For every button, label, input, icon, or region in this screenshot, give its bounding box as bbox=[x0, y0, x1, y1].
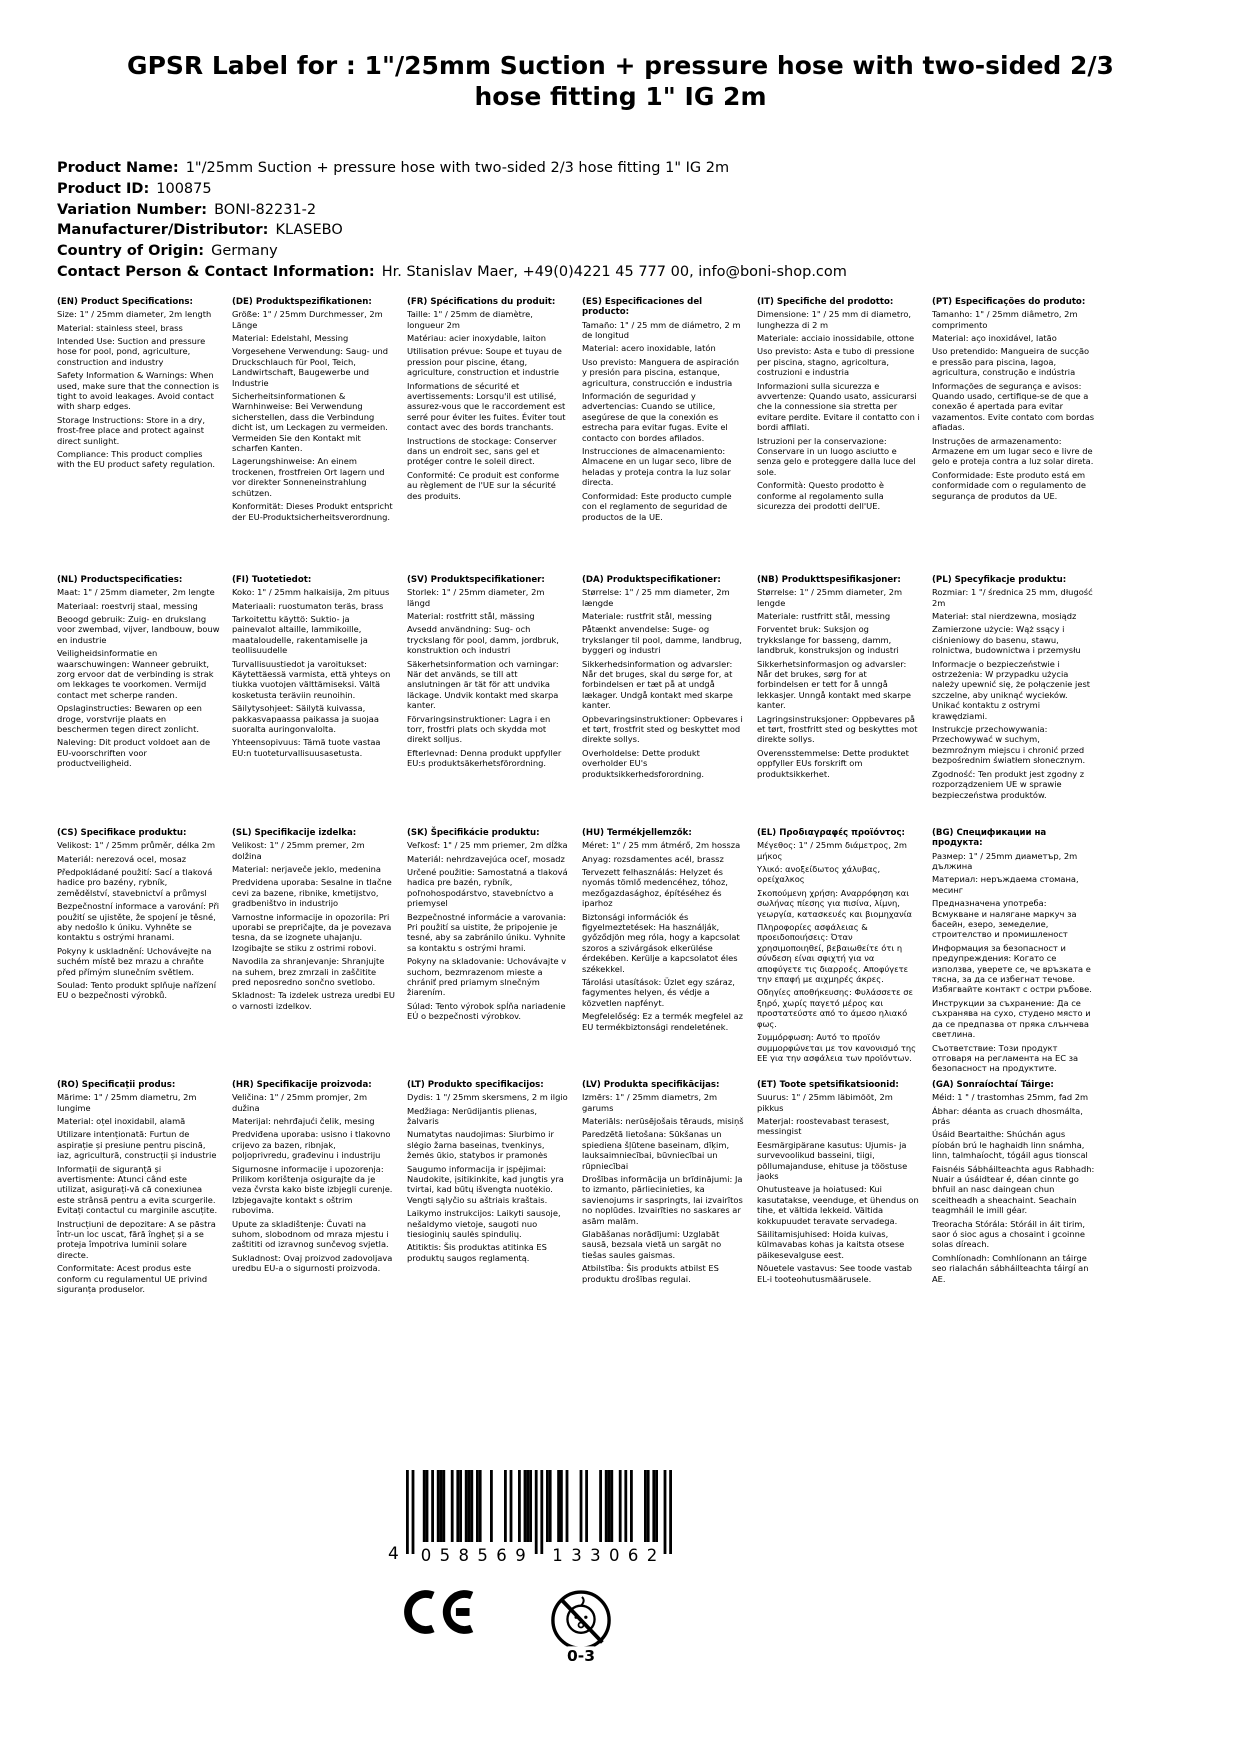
language-spec-block bbox=[932, 1080, 1095, 1298]
spec-paragraph: Opslaginstructies: Bewaren op een droge, vorstvrije plaats en beschermen tegen direct zonlicht. bbox=[57, 703, 202, 735]
language-spec-block bbox=[57, 1080, 220, 1298]
spec-paragraph: Materiale: rustfritt stål, messing bbox=[757, 611, 891, 621]
product-field-label: Country of Origin: bbox=[57, 243, 205, 260]
spec-paragraph: Materiale: rustfrit stål, messing bbox=[582, 611, 712, 621]
spec-paragraph: Materijal: nehrđajući čelik, mesing bbox=[232, 1116, 375, 1126]
spec-paragraph: Σκοπούμενη χρήση: Αναρρόφηση και σωλήνας πίεσης για πισίνα, λίμνη, γεωργία, κατασκευές και βιομηχανία bbox=[757, 887, 913, 919]
spec-paragraph: Informações de segurança e avisos: Quando usado, certifique-se de que a conexão é apertada para evitar vazamentos. Evite contato com bordas afiadas. bbox=[932, 380, 1095, 433]
spec-paragraph: Bezpečnostní informace a varování: Při použití se ujistěte, že spojení je těsné, aby nedošlo k úniku. Vyhněte se kontaktu s ostrými hranami. bbox=[57, 901, 220, 943]
symbols-row bbox=[400, 1584, 672, 1668]
spec-paragraph: Información de seguridad y advertencias: Cuando se utilice, asegúrese de que la conexión es estrecha para evitar fugas. Evite el contacto con bordes afilados. bbox=[582, 391, 728, 443]
spec-paragraph: Atitiktis: Šis produktas atitinka ES produktų saugos reglamentą. bbox=[407, 1242, 547, 1263]
spec-paragraph: Ohutusteave ja hoiatused: Kui kasutatakse, veenduge, et ühendus on tihe, et vältida lekkeid. Vältida kokkupuudet teravate servadega. bbox=[757, 1184, 919, 1226]
spec-paragraph: Materiál: nehrdzavejúca oceľ, mosadz bbox=[407, 853, 565, 864]
product-field-value: KLASEBO bbox=[275, 222, 343, 239]
language-spec-block bbox=[932, 297, 1095, 575]
spec-paragraph: Instruções de armazenamento: Armazene em um lugar seco e livre de gelo e proteja contra a luz solar direta. bbox=[932, 435, 1094, 467]
language-spec-heading: (CS) Specifikace produktu: bbox=[57, 827, 187, 838]
spec-paragraph: Informations de sécurité et avertissements: Lorsqu'il est utilisé, assurez-vous que le raccordement est serré pour éviter les fuites. Éviter tout contact avec des bords tranchants. bbox=[407, 380, 566, 433]
spec-paragraph: Storage Instructions: Store in a dry, frost-free place and protect against direct sunlight. bbox=[57, 414, 205, 446]
language-spec-heading: (HR) Specifikacije proizvoda: bbox=[232, 1079, 372, 1090]
ce-mark-icon bbox=[400, 1584, 476, 1640]
spec-paragraph: Material: oțel inoxidabil, alamă bbox=[57, 1116, 186, 1126]
language-spec-heading: (PL) Specyfikacje produktu: bbox=[932, 574, 1067, 585]
language-spec-block bbox=[757, 828, 920, 1080]
language-spec-block bbox=[757, 1080, 920, 1298]
spec-paragraph: Taille: 1" / 25mm de diamètre, longueur 2m bbox=[407, 309, 533, 330]
spec-paragraph: Veiligheidsinformatie en waarschuwingen: Wanneer gebruikt, zorg ervoor dat de verbinding is strak om lekkages te voorkomen. Vermijd contact met scherpe randen. bbox=[57, 648, 214, 700]
language-spec-heading: (SV) Produktspecifikationer: bbox=[407, 574, 545, 585]
spec-paragraph: Pokyny k uskladnění: Uchovávejte na suchém místě bez mrazu a chraňte před přímým slunečním světlem. bbox=[57, 945, 212, 977]
spec-paragraph: Pokyny na skladovanie: Uchovávajte v suchom, bezmrazenom mieste a chrániť pred priamym slnečným žiarením. bbox=[407, 956, 567, 998]
language-spec-block bbox=[407, 1080, 570, 1298]
spec-paragraph: Größe: 1" / 25mm Durchmesser, 2m Länge bbox=[232, 309, 383, 330]
spec-paragraph: Instrukcje przechowywania: Przechowywać w suchym, bezmroźnym miejscu i chronić przed bezpośrednim światłem słonecznym. bbox=[932, 724, 1086, 766]
spec-paragraph: Veľkosť: 1" / 25 mm priemer, 2m dĺžka bbox=[407, 840, 568, 851]
product-field bbox=[57, 158, 1241, 179]
spec-paragraph: Instructions de stockage: Conserver dans un endroit sec, sans gel et protéger contre le soleil direct. bbox=[407, 435, 557, 467]
spec-paragraph: Material: aço inoxidável, latão bbox=[932, 333, 1057, 343]
spec-paragraph: Dydis: 1 "/ 25mm skersmens, 2 m ilgio bbox=[407, 1092, 568, 1103]
spec-paragraph: Conformité: Ce produit est conforme au règlement de l'UE sur la sécurité des produits. bbox=[407, 469, 560, 501]
language-spec-block bbox=[57, 297, 220, 575]
language-spec-block bbox=[232, 1080, 395, 1298]
spec-paragraph: Μέγεθος: 1" / 25mm διάμετρος, 2m μήκος bbox=[757, 840, 907, 861]
spec-paragraph: Размер: 1" / 25mm диаметър, 2m дължина bbox=[932, 850, 1078, 871]
spec-paragraph: Laikymo instrukcijos: Laikyti sausoje, nešaldymo vietoje, saugoti nuo tiesioginių saulės spindulių. bbox=[407, 1208, 561, 1240]
spec-paragraph: Størrelse: 1" / 25mm diameter, 2m lengde bbox=[757, 587, 903, 608]
spec-paragraph: Материал: неръждаема стомана, месинг bbox=[932, 874, 1079, 895]
spec-paragraph: Material: acero inoxidable, latón bbox=[582, 343, 716, 354]
language-spec-block bbox=[582, 297, 745, 575]
spec-paragraph: Izmērs: 1" / 25mm diametrs, 2m garums bbox=[582, 1092, 718, 1113]
barcode-lead-digit: 4 bbox=[388, 1544, 399, 1564]
spec-paragraph: Paredzētā lietošana: Sūkšanas un spiediena šļūtene baseinam, dīķim, lauksaimniecībai, būvniecībai un rūpniecībai bbox=[582, 1129, 730, 1171]
language-spec-heading: (RO) Specificații produs: bbox=[57, 1079, 176, 1090]
language-spec-block bbox=[582, 575, 745, 828]
spec-paragraph: Informacje o bezpieczeństwie i ostrzeżenia: W przypadku użycia należy upewnić się, że połączenie jest szczelne, aby uniknąć wycieków. Unikać kontaktu z ostrymi krawędziami. bbox=[932, 658, 1091, 721]
spec-paragraph: Dimensione: 1" / 25 mm di diametro, lunghezza di 2 m bbox=[757, 309, 912, 330]
spec-paragraph: Turvallisuustiedot ja varoitukset: Käytettäessä varmista, että yhteys on tiukka vuotojen välttämiseksi. Vältä kosketusta teräviin reunoihin. bbox=[232, 658, 391, 700]
spec-paragraph: Material: stainless steel, brass bbox=[57, 322, 183, 333]
spec-paragraph: Beoogd gebruik: Zuig- en drukslang voor zwembad, vijver, landbouw, bouw en industrie bbox=[57, 614, 220, 645]
spec-paragraph: Størrelse: 1" / 25 mm diameter, 2m længde bbox=[582, 587, 730, 608]
barcode-right-digits: 133062 bbox=[552, 1546, 658, 1564]
spec-paragraph: Velikost: 1" / 25mm premer, 2m dolžina bbox=[232, 840, 365, 861]
language-spec-heading: (PT) Especificações do produto: bbox=[932, 296, 1086, 307]
spec-paragraph: Utilisation prévue: Soupe et tuyau de pression pour piscine, étang, agriculture, construction et industrie bbox=[407, 346, 562, 378]
spec-paragraph: Materiale: acciaio inossidabile, ottone bbox=[757, 333, 915, 343]
spec-paragraph: Υλικό: ανοξείδωτος χάλυβας, ορείχαλκος bbox=[757, 864, 881, 885]
language-spec-block bbox=[932, 828, 1095, 1080]
language-spec-heading: (EN) Product Specifications: bbox=[57, 296, 193, 307]
spec-paragraph: Material: rostfritt stål, mässing bbox=[407, 611, 535, 621]
spec-paragraph: Lagerungshinweise: An einem trockenen, frostfreien Ort lagern und vor direkter Sonneneinstrahlung schützen. bbox=[232, 456, 385, 498]
spec-paragraph: Eesmärgipärane kasutus: Ujumis- ja survevoolikud basseini, tiigi, põllumajanduse, ehituse ja tööstuse jaoks bbox=[757, 1139, 908, 1182]
language-spec-heading: (GA) Sonraíochtaí Táirge: bbox=[932, 1079, 1054, 1090]
spec-paragraph: Vorgesehene Verwendung: Saug- und Druckschlauch für Pool, Teich, Landwirtschaft, Baugewerbe und Industrie bbox=[232, 346, 389, 388]
spec-paragraph: Koko: 1" / 25mm halkaisija, 2m pituus bbox=[232, 587, 390, 598]
spec-paragraph: Velikost: 1" / 25mm průměr, délka 2m bbox=[57, 840, 216, 851]
spec-paragraph: Bezpečnostné informácie a varovania: Pri použití sa uistite, že pripojenie je tesné, aby sa zabránilo úniku. Vyhnite sa kontaktu s ostrými hrami. bbox=[407, 911, 567, 953]
spec-paragraph: Úsáid Beartaithe: Shúchán agus píobán brú le haghaidh linn snámha, linn, talmhaíocht, tógáil agus tionscal bbox=[932, 1129, 1088, 1161]
spec-paragraph: Materiál: nerezová ocel, mosaz bbox=[57, 853, 187, 864]
language-spec-block bbox=[757, 575, 920, 828]
spec-paragraph: Sikkerhedsinformation og advarsler: Når det bruges, skal du sørge for, at forbindelsen er tæt på at undgå lækager. Undgå kontakt med skarpe kanter. bbox=[582, 658, 733, 711]
product-field-value: 1"/25mm Suction + pressure hose with two-sided 2/3 hose fitting 1" IG 2m bbox=[185, 160, 730, 176]
spec-paragraph: Οδηγίες αποθήκευσης: Φυλάσσετε σε ξηρό, χωρίς παγετό μέρος και προστατεύστε από το άμεσο ηλιακό φως. bbox=[757, 987, 914, 1029]
spec-paragraph: Säilitamisjuhised: Hoida kuivas, külmavabas kohas ja kaitsta otsese päikesevalguse eest. bbox=[757, 1229, 905, 1260]
language-grid bbox=[57, 297, 1241, 1298]
spec-paragraph: Overholdelse: Dette produkt overholder EU's produktsikkerhedsforordning. bbox=[582, 747, 704, 779]
language-spec-block bbox=[582, 1080, 745, 1298]
spec-paragraph: Saugumo informacija ir įspėjimai: Naudokite, įsitikinkite, kad jungtis yra tvirtai, kad būtų išvengta nuotėkio. Vengti sąlyčio su aštriais kraštais. bbox=[407, 1163, 564, 1205]
spec-paragraph: Zamierzone użycie: Wąż ssący i ciśnieniowy do basenu, stawu, rolnictwa, budownictwa i przemysłu bbox=[932, 624, 1081, 656]
language-spec-heading: (ET) Toote spetsifikatsioonid: bbox=[757, 1079, 899, 1090]
product-field-label: Manufacturer/Distributor: bbox=[57, 222, 269, 239]
language-spec-heading: (LV) Produkta specifikācijas: bbox=[582, 1079, 720, 1090]
spec-paragraph: Sigurnosne informacije i upozorenja: Prilikom korištenja osigurajte da je veza čvrsta kako biste izbjegli curenje. Izbjegavajte kontakt s oštrim rubovima. bbox=[232, 1163, 393, 1216]
page-title: GPSR Label for : 1"/25mm Suction + pressure hose with two-sided 2/3 hose fitting 1" IG 2m bbox=[127, 51, 1114, 111]
product-field-label: Contact Person & Contact Information: bbox=[57, 263, 375, 280]
spec-paragraph: Avsedd användning: Sug- och tryckslang för pool, damm, jordbruk, konstruktion och industri bbox=[407, 624, 559, 656]
spec-paragraph: Säilytysohjeet: Säilytä kuivassa, pakkasvapaassa paikassa ja suojaa suoralta auringonvalolta. bbox=[232, 703, 379, 735]
spec-paragraph: Predviđena uporaba: usisno i tlakovno crijevo za bazen, ribnjak, poljoprivredu, građevinu i industriju bbox=[232, 1129, 391, 1161]
language-spec-heading: (DE) Produktspezifikationen: bbox=[232, 296, 372, 307]
spec-paragraph: Инструкции за съхранение: Да се съхранява на сухо, студено място и да се предпазва от пряка слънчева светлина. bbox=[932, 997, 1091, 1040]
spec-paragraph: Conformitate: Acest produs este conform cu regulamentul UE privind siguranța produselor. bbox=[57, 1263, 208, 1295]
spec-paragraph: Sicherheitsinformationen & Warnhinweise: Bei Verwendung sicherstellen, dass die Verbindung dicht ist, um Leckagen zu vermeiden. Vermeiden Sie den Kontakt mit scharfen Kanten. bbox=[232, 391, 388, 454]
spec-paragraph: Tárolási utasítások: Üzlet egy száraz, fagymentes helyen, és védje a közvetlen napfényt. bbox=[582, 977, 735, 1008]
spec-paragraph: Istruzioni per la conservazione: Conservare in un luogo asciutto e senza gelo e proteggere dalla luce del sole. bbox=[757, 435, 916, 477]
language-spec-heading: (SL) Specifikacije izdelka: bbox=[232, 827, 357, 838]
product-field-value: BONI-82231-2 bbox=[214, 201, 317, 218]
language-spec-heading: (SK) Špecifikácie produktu: bbox=[407, 827, 540, 838]
spec-paragraph: Medžiaga: Nerūdijantis plienas, žalvaris bbox=[407, 1105, 538, 1126]
spec-paragraph: Påtænkt anvendelse: Suge- og trykslanger til pool, damme, landbrug, byggeri og industri bbox=[582, 624, 742, 656]
language-spec-heading: (NL) Productspecificaties: bbox=[57, 574, 183, 585]
spec-paragraph: Πληροφορίες ασφάλειας & προειδοποιήσεις: Όταν χρησιμοποιηθεί, βεβαιωθείτε ότι η σύνδεση είναι σφιχτή για να αποφύγετε τις διαρροές. Αποφύγετε την επαφή με αιχμηρές άκρες. bbox=[757, 922, 909, 985]
spec-paragraph: Uso pretendido: Mangueira de sucção e pressão para piscina, lagoa, agricultura, construção e indústria bbox=[932, 346, 1090, 378]
spec-paragraph: Súlad: Tento výrobok spĺňa nariadenie EÚ o bezpečnosti výrobkov. bbox=[407, 1000, 566, 1022]
language-spec-heading: (BG) Спецификации на продукта: bbox=[932, 827, 1047, 849]
spec-paragraph: Tamanho: 1" / 25mm diâmetro, 2m comprimento bbox=[932, 309, 1078, 330]
spec-paragraph: Materiaali: ruostumaton teräs, brass bbox=[232, 600, 384, 611]
language-spec-heading: (FI) Tuotetiedot: bbox=[232, 574, 312, 585]
spec-paragraph: Съответствие: Този продукт отговаря на регламента на ЕС за безопасност на продуктите. bbox=[932, 1042, 1079, 1074]
spec-paragraph: Faisnéis Sábháilteachta agus Rabhadh: Nuair a úsáidtear é, déan cinnte go bhfuil an nasc daingean chun sceitheadh a sheachaint. Seachain teagmháil le imill géar. bbox=[932, 1163, 1095, 1216]
spec-paragraph: Anyag: rozsdamentes acél, brassz bbox=[582, 853, 724, 864]
spec-paragraph: Conformidade: Este produto está em conformidade com o regulamento de segurança de produtos da UE. bbox=[932, 469, 1087, 501]
spec-paragraph: Instrucciones de almacenamiento: Almacene en un lugar seco, libre de heladas y proteja contra la luz solar directa. bbox=[582, 446, 732, 488]
spec-paragraph: Matériau: acier inoxydable, laiton bbox=[407, 333, 546, 343]
spec-paragraph: Veličina: 1" / 25mm promjer, 2m dužina bbox=[232, 1092, 368, 1113]
spec-paragraph: Maat: 1" / 25mm diameter, 2m lengte bbox=[57, 587, 215, 598]
product-field-value: 100875 bbox=[156, 180, 212, 197]
spec-paragraph: Tarkoitettu käyttö: Suktio- ja painevalot altaille, lammikoille, maataloudelle, rakentamiselle ja teollisuudelle bbox=[232, 614, 368, 656]
spec-paragraph: Navodila za shranjevanje: Shranjujte na suhem, brez zmrzali in zaščitite pred neposredno sončno svetlobo. bbox=[232, 956, 385, 988]
spec-paragraph: Tervezett felhasználás: Helyzet és nyomás tömlő medencéhez, tóhoz, mezőgazdasághoz, építéséhez és iparhoz bbox=[582, 867, 728, 909]
spec-paragraph: Предназначена употреба: Всмукване и налягане маркуч за басейн, езеро, земеделие, строителство и промишленост bbox=[932, 898, 1077, 940]
spec-paragraph: Uso previsto: Manguera de aspiración y presión para piscina, estanque, agricultura, construcción e industria bbox=[582, 356, 739, 388]
language-spec-block bbox=[757, 297, 920, 575]
spec-paragraph: Compliance: This product complies with the EU product safety regulation. bbox=[57, 449, 216, 470]
spec-paragraph: Materiāls: nerūsējošais tērauds, misiņš bbox=[582, 1116, 744, 1126]
spec-paragraph: Nõuetele vastavus: See toode vastab EL-i tooteohutusmäärusele. bbox=[757, 1263, 913, 1284]
spec-paragraph: Conformità: Questo prodotto è conforme al regolamento sulla sicurezza dei prodotti dell'UE. bbox=[757, 480, 884, 512]
language-spec-block bbox=[407, 575, 570, 828]
spec-paragraph: Conformidad: Este producto cumple con el reglamento de seguridad de productos de la UE. bbox=[582, 490, 732, 522]
spec-paragraph: Upute za skladištenje: Čuvati na suhom, slobodnom od mraza mjestu i zaštititi od izravnog sunčevog svjetla. bbox=[232, 1218, 389, 1250]
spec-paragraph: Informazioni sulla sicurezza e avvertenze: Quando usato, assicurarsi che la connessione sia stretta per evitare perdite. Evitare il contatto con i bordi affilati. bbox=[757, 380, 920, 433]
spec-paragraph: Intended Use: Suction and pressure hose for pool, pond, agriculture, construction and industry bbox=[57, 336, 206, 367]
spec-paragraph: Safety Information & Warnings: When used, make sure that the connection is tight to avoid leakages. Avoid contact with sharp edges. bbox=[57, 370, 219, 412]
language-spec-block bbox=[57, 575, 220, 828]
spec-paragraph: Efterlevnad: Denna produkt uppfyller EU:s produktsäkerhetsförordning. bbox=[407, 747, 562, 769]
spec-paragraph: Lagringsinstruksjoner: Oppbevares på et tørt, frostfritt sted og beskyttes mot direkte sollys. bbox=[757, 713, 918, 745]
barcode-left-digits: 058569 bbox=[420, 1546, 526, 1564]
language-spec-heading: (NB) Produkttspesifikasjoner: bbox=[757, 574, 901, 585]
spec-paragraph: Opbevaringsinstruktioner: Opbevares i et tørt, frostfrit sted og beskyttet mod direkte sollys. bbox=[582, 713, 743, 745]
spec-paragraph: Určené použitie: Samostatná a tlaková hadica pre bazén, rybník, poľnohospodárstvo, stavebníctvo a priemysel bbox=[407, 867, 568, 909]
product-field bbox=[57, 200, 1241, 221]
spec-paragraph: Atbilstība: Šis produkts atbilst ES produktu drošības regulai. bbox=[582, 1263, 719, 1284]
spec-paragraph: Konformität: Dieses Produkt entspricht der EU-Produktsicherheitsverordnung. bbox=[232, 501, 393, 522]
spec-paragraph: Säkerhetsinformation och varningar: När det används, se till att anslutningen är tät för att undvika läckage. Undvik kontakt med skarpa kanter. bbox=[407, 658, 559, 711]
spec-paragraph: Material: nerjaveče jeklo, medenina bbox=[232, 864, 381, 874]
spec-paragraph: Suurus: 1" / 25mm läbimõõt, 2m pikkus bbox=[757, 1092, 893, 1113]
spec-paragraph: Numatytas naudojimas: Siurbimo ir slėgio žarna baseinas, tvenkinys, žemės ūkio, statybos ir pramonės bbox=[407, 1129, 554, 1161]
spec-paragraph: Naleving: Dit product voldoet aan de EU-voorschriften voor productveiligheid. bbox=[57, 737, 211, 769]
spec-paragraph: Treoracha Stórála: Stóráil in áit tirim, saor ó sioc agus a chosaint i gcoinne solas díreach. bbox=[932, 1218, 1086, 1250]
compliance-footer bbox=[388, 1470, 672, 1668]
spec-paragraph: Varnostne informacije in opozorila: Pri uporabi se prepričajte, da je povezava tesna, da se izognete uhajanju. Izogibajte se stiku z ostrimi robovi. bbox=[232, 911, 392, 953]
spec-paragraph: Glabāšanas norādījumi: Uzglabāt sausā, bezsala vietā un sargāt no tiešas saules gaismas. bbox=[582, 1229, 722, 1260]
spec-paragraph: Tamaño: 1" / 25 mm de diámetro, 2 m de longitud bbox=[582, 319, 741, 340]
spec-paragraph: Soulad: Tento produkt splňuje nařízení EU o bezpečnosti výrobků. bbox=[57, 980, 217, 1001]
language-spec-heading: (IT) Specifiche del prodotto: bbox=[757, 296, 894, 307]
spec-paragraph: Biztonsági információk és figyelmeztetések: Ha használják, győződjön meg róla, hogy a kapcsolat szoros a szivárgások elkerülése érdekében. Kerülje a kapcsolatot éles székekkel. bbox=[582, 911, 740, 974]
spec-paragraph: Sikkerhetsinformasjon og advarsler: Når det brukes, sørg for at forbindelsen er tett for å unngå lekkasjer. Unngå kontakt med skarpe kanter. bbox=[757, 658, 912, 711]
spec-paragraph: Drošības informācija un brīdinājumi: Ja to izmanto, pārliecinieties, ka savienojums ir saspringts, lai izvairītos no noplūdes. Izvairīties no saskares ar asām malām. bbox=[582, 1174, 743, 1226]
product-field bbox=[57, 241, 1241, 262]
product-field-value: Germany bbox=[211, 243, 278, 260]
language-spec-heading: (LT) Produkto specifikacijos: bbox=[407, 1079, 544, 1090]
spec-paragraph: Ábhar: déanta as cruach dhosmálta, prás bbox=[932, 1105, 1083, 1126]
spec-paragraph: Materjal: roostevabast terasest, messingist bbox=[757, 1116, 890, 1137]
spec-paragraph: Förvaringsinstruktioner: Lagra i en torr, frostfri plats och skydda mot direkt solljus. bbox=[407, 713, 551, 745]
spec-paragraph: Συμμόρφωση: Αυτό το προϊόν συμμορφώνεται με τον κανονισμό της ΕΕ για την ασφάλεια των προϊόντων. bbox=[757, 1032, 917, 1063]
spec-paragraph: Utilizare intenționată: Furtun de aspirație și presiune pentru piscină, iaz, agricultură, construcții și industrie bbox=[57, 1129, 217, 1161]
spec-paragraph: Méret: 1" / 25 mm átmérő, 2m hossza bbox=[582, 840, 741, 851]
spec-paragraph: Rozmiar: 1 "/ średnica 25 mm, długość 2m bbox=[932, 587, 1093, 608]
language-spec-block bbox=[582, 828, 745, 1080]
language-spec-block bbox=[232, 297, 395, 575]
spec-paragraph: Material: Edelstahl, Messing bbox=[232, 333, 349, 343]
spec-paragraph: Materiaal: roestvrij staal, messing bbox=[57, 600, 198, 611]
barcode-row bbox=[388, 1470, 672, 1564]
spec-paragraph: Megfelelőség: Ez a termék megfelel az EU termékbiztonsági rendeletének. bbox=[582, 1011, 743, 1032]
age-warning-label: 0-3 bbox=[566, 1646, 596, 1665]
spec-paragraph: Size: 1" / 25mm diameter, 2m length bbox=[57, 309, 212, 320]
language-spec-heading: (FR) Spécifications du produit: bbox=[407, 296, 556, 307]
language-spec-heading: (HU) Termékjellemzők: bbox=[582, 827, 692, 838]
product-field-label: Variation Number: bbox=[57, 201, 208, 218]
spec-paragraph: Yhteensopivuus: Tämä tuote vastaa EU:n tuoteturvallisuusasetusta. bbox=[232, 737, 381, 758]
spec-paragraph: Predvidena uporaba: Sesalne in tlačne cevi za bazene, ribnike, kmetijstvo, gradbeništvo in industrijo bbox=[232, 877, 392, 909]
product-info bbox=[57, 158, 1241, 283]
spec-paragraph: Mărime: 1" / 25mm diametru, 2m lungime bbox=[57, 1092, 197, 1113]
spec-paragraph: Sukladnost: Ovaj proizvod zadovoljava uredbu EU-a o sigurnosti proizvoda. bbox=[232, 1252, 393, 1274]
spec-paragraph: Zgodność: Ten produkt jest zgodny z rozporządzeniem UE w sprawie bezpieczeństwa produktów. bbox=[932, 768, 1085, 800]
spec-paragraph: Uso previsto: Asta e tubo di pressione per piscina, stagno, agricoltura, costruzioni e industria bbox=[757, 346, 915, 378]
spec-paragraph: Storlek: 1" / 25mm diameter, 2m längd bbox=[407, 587, 545, 608]
spec-paragraph: Comhlíonadh: Comhlíonann an táirge seo rialachán sábháilteachta táirgí an AE. bbox=[932, 1252, 1089, 1284]
language-spec-block bbox=[407, 828, 570, 1080]
language-spec-heading: (EL) Προδιαγραφές προϊόντος: bbox=[757, 827, 905, 838]
language-spec-block bbox=[232, 828, 395, 1080]
language-spec-block bbox=[407, 297, 570, 575]
spec-paragraph: Informații de siguranță și avertismente: Atunci când este utilizat, asigurați-vă că conexiunea este strânsă pentru a evita scurgerile. Evitați contactul cu marginile ascuțite. bbox=[57, 1163, 218, 1216]
spec-paragraph: Информация за безопасност и предупреждения: Когато се използва, уверете се, че връзката е тясна, за да се избегнат течове. Избягвайте контакт с остри ръбове. bbox=[932, 942, 1092, 995]
language-spec-block bbox=[932, 575, 1095, 828]
product-field bbox=[57, 262, 1241, 283]
language-spec-block bbox=[232, 575, 395, 828]
product-field-label: Product Name: bbox=[57, 160, 179, 176]
product-field-value: Hr. Stanislav Maer, +49(0)4221 45 777 00, info@boni-shop.com bbox=[381, 263, 847, 280]
product-field-label: Product ID: bbox=[57, 180, 150, 197]
language-spec-heading: (DA) Produktspecifikationer: bbox=[582, 574, 721, 585]
product-field bbox=[57, 220, 1241, 241]
spec-paragraph: Instrucțiuni de depozitare: A se păstra într-un loc uscat, fără îngheț și a se proteja împotriva luminii solare directe. bbox=[57, 1218, 216, 1260]
product-field bbox=[57, 179, 1241, 200]
spec-paragraph: Forventet bruk: Suksjon og trykkslange for basseng, damm, landbruk, konstruksjon og industri bbox=[757, 624, 899, 656]
spec-paragraph: Předpokládané použití: Sací a tlaková hadice pro bazény, rybník, zemědělství, stavebnictví a průmysl bbox=[57, 867, 213, 898]
ean13-barcode bbox=[406, 1470, 672, 1564]
language-spec-heading: (ES) Especificaciones del producto: bbox=[582, 296, 703, 318]
spec-paragraph: Skladnost: Ta izdelek ustreza uredbi EU o varnosti izdelkov. bbox=[232, 990, 395, 1011]
language-spec-block bbox=[57, 828, 220, 1080]
spec-paragraph: Materiał: stal nierdzewna, mosiądz bbox=[932, 611, 1077, 621]
spec-paragraph: Overensstemmelse: Dette produktet oppfyller EUs forskrift om produktsikkerhet. bbox=[757, 747, 909, 779]
spec-paragraph: Méid: 1 " / trastomhas 25mm, fad 2m bbox=[932, 1092, 1089, 1103]
age-warning-icon bbox=[550, 1584, 612, 1668]
